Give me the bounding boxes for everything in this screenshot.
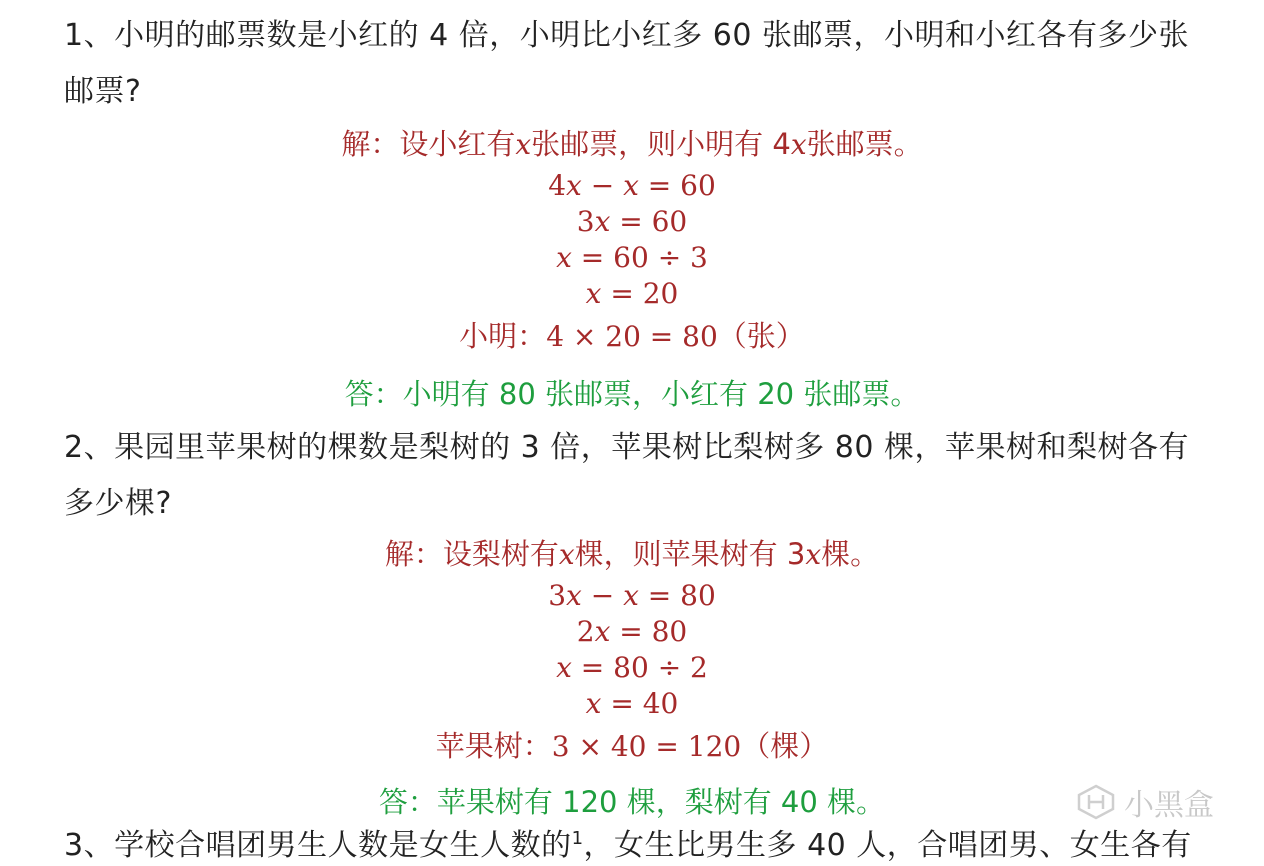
question-1: 1、小明的邮票数是小红的 4 倍，小明比小红多 60 张邮票，小明和小红各有多少张邮票?	[64, 18, 1189, 109]
equation-line: 2x = 80	[576, 615, 688, 648]
question-3-partial: 3、学校合唱团男生人数是女生人数的1，女生比男生多 40 人，合唱团男、女生各有	[64, 827, 1192, 863]
watermark	[1076, 780, 1214, 824]
solution-2	[0, 534, 1264, 768]
equation-line: 4x − x = 60	[548, 169, 716, 202]
solution-1	[0, 124, 1264, 358]
solution-1-intro: 解：设小红有x张邮票，则小明有 4x张邮票。	[341, 127, 923, 161]
equation-line: x = 40	[585, 687, 679, 720]
answer-2: 答：苹果树有 120 棵，梨树有 40 棵。	[378, 785, 886, 819]
watermark-text: 小黑盒	[1124, 788, 1214, 823]
xiaoheihe-logo-icon	[1076, 784, 1116, 820]
calculation-line: 苹果树：3 × 40 = 120（棵）	[435, 729, 829, 763]
answer-1: 答：小明有 80 张邮票，小红有 20 张邮票。	[344, 377, 920, 411]
equation-line: x = 80 ÷ 2	[556, 651, 708, 684]
calculation-line: 小明：4 × 20 = 80（张）	[459, 319, 805, 353]
solution-2-intro: 解：设梨树有x棵，则苹果树有 3x棵。	[384, 537, 880, 571]
equation-line: 3x − x = 80	[548, 579, 716, 612]
equation-line: 3x = 60	[576, 205, 688, 238]
equation-line: x = 20	[585, 277, 679, 310]
question-2: 2、果园里苹果树的棵数是梨树的 3 倍，苹果树比梨树多 80 棵，苹果树和梨树各有多少棵?	[64, 430, 1189, 521]
fraction-numerator: 1	[571, 827, 584, 849]
equation-line: x = 60 ÷ 3	[556, 241, 708, 274]
